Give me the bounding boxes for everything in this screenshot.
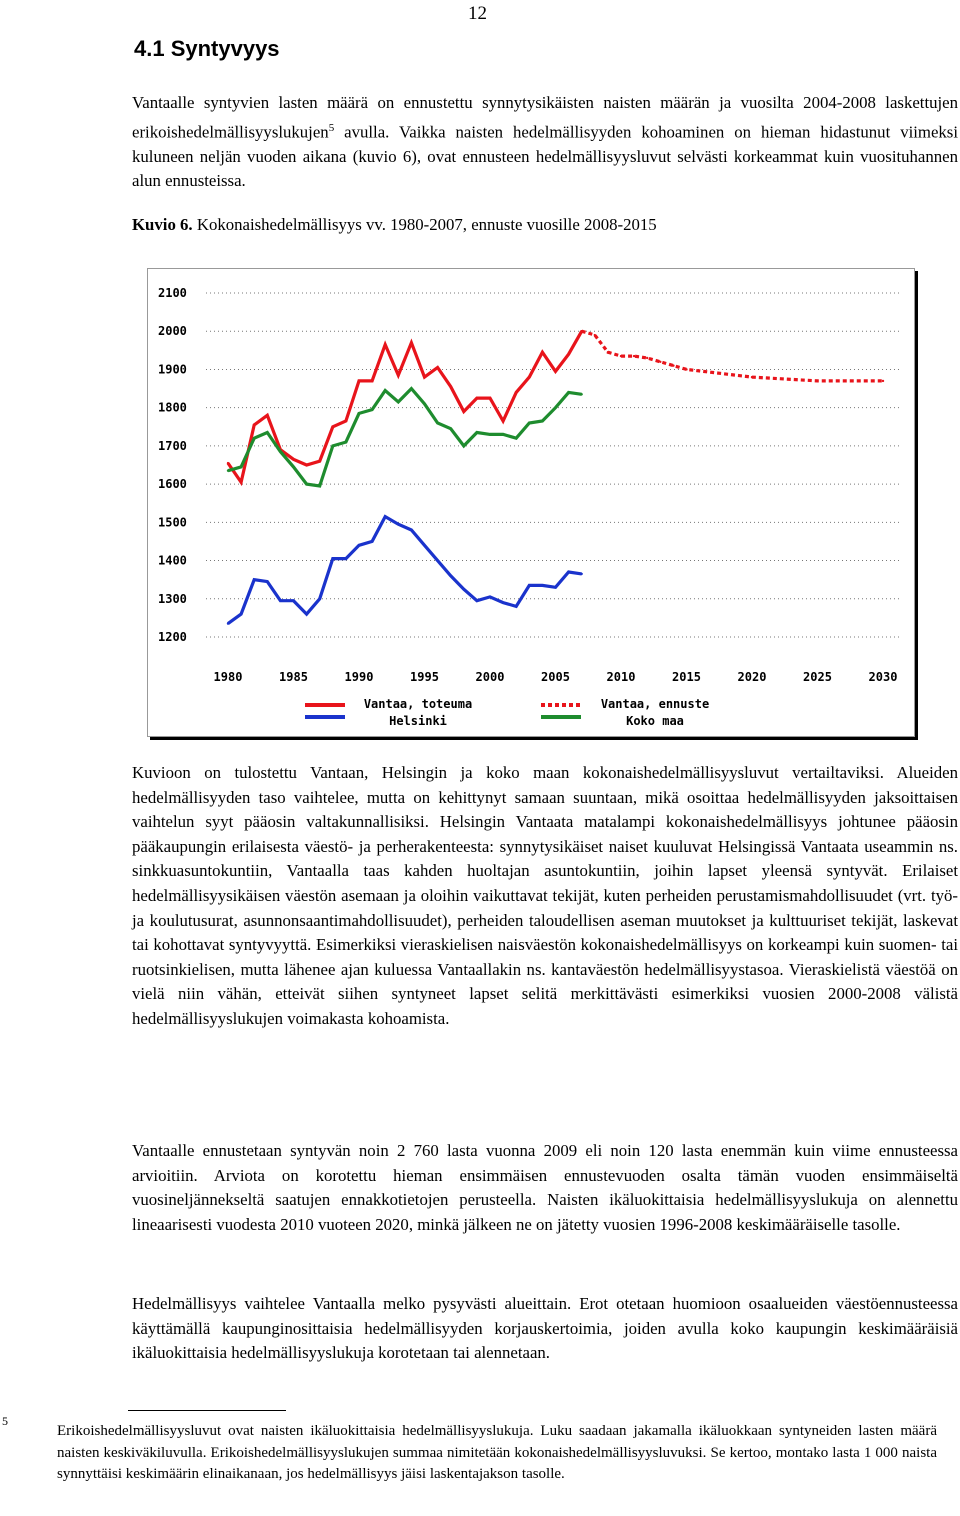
series-line-0 [228,331,582,482]
series-2-point-19 [476,599,478,601]
series-3-point-20 [489,433,491,435]
x-tick-label-2025: 2025 [803,670,832,684]
series-0-point-5 [292,458,294,460]
series-1-point-5 [646,357,648,359]
series-0-point-9 [345,420,347,422]
x-tick-label-2000: 2000 [475,670,505,684]
y-tick-label-2000: 2000 [158,324,187,339]
series-3-point-10 [358,412,360,414]
series-1-point-11 [882,380,884,382]
x-tick-label-1980: 1980 [213,670,243,684]
series-0-point-0 [227,462,229,464]
series-3-point-4 [279,450,281,452]
y-tick-label-1300: 1300 [158,591,187,606]
figure-label: Kuvio 6. [132,215,193,234]
series-0-point-21 [502,420,504,422]
series-2-point-13 [397,523,399,525]
y-tick-label-1800: 1800 [158,400,187,415]
figure-title: Kokonaishedelmällisyys vv. 1980-2007, ennuste vuosille 2008-2015 [192,215,657,234]
x-tick-label-1985: 1985 [279,670,308,684]
legend-label-3: Koko maa [626,714,684,728]
series-2-point-4 [279,599,281,601]
series-2-point-21 [502,601,504,603]
body-paragraph-1 [132,761,958,1032]
x-tick-label-1990: 1990 [344,670,374,684]
series-3-point-24 [541,420,543,422]
series-3-point-17 [450,427,452,429]
series-3-point-25 [554,406,556,408]
series-0-point-24 [541,351,543,353]
series-line-3 [228,389,582,486]
intro-text-continued: avulla. Vaikka naisten hedelmällisyyden kohoaminen on hieman hidastunut viimeksi kuluneen neljän vuoden aikana (kuvio 6), ovat ennusteen hedelmällisyysluvut selvästi korkeammat kuin vuosituhannen alun ennusteissa. [132,122,958,191]
series-0-point-17 [450,385,452,387]
series-2-point-7 [319,598,321,600]
series-3-point-12 [384,389,386,391]
y-tick-label-1900: 1900 [158,362,187,377]
series-0-point-8 [332,426,334,428]
body-paragraph-3 [132,1292,958,1366]
series-line-1 [582,331,883,381]
series-1-point-3 [620,355,622,357]
footnote-rule [128,1410,286,1411]
series-3-point-26 [567,391,569,393]
series-2-point-12 [384,515,386,517]
series-3-point-8 [332,445,334,447]
body-paragraph-3-text: Hedelmällisyys vaihtelee Vantaalla melko pysyvästi alueittain. Erot otetaan huomioon osaalueiden väestöennusteessa käyttämällä kaupunginosittaisia hedelmällisyyden korjauskertoimia, joiden avulla koko kaupungin keskimääräisiä ikäluokittaisia hedelmällisyyslukuja korotetaan tai alennetaan. [132,1294,958,1363]
series-3-point-6 [305,483,307,485]
series-2-point-14 [410,529,412,531]
series-3-point-2 [253,437,255,439]
series-0-point-3 [266,414,268,416]
series-0-point-1 [240,481,242,483]
y-tick-label-1600: 1600 [158,477,187,492]
body-paragraph-2 [132,1139,958,1237]
series-2-point-6 [305,613,307,615]
series-2-point-27 [581,573,583,575]
series-2-point-16 [436,559,438,561]
series-3-point-21 [502,433,504,435]
series-3-point-18 [463,445,465,447]
x-tick-label-2020: 2020 [737,670,767,684]
series-2-point-8 [332,557,334,559]
series-0-point-16 [436,366,438,368]
x-tick-label-2010: 2010 [606,670,636,684]
series-0-point-22 [515,391,517,393]
series-3-point-7 [319,485,321,487]
series-3-point-3 [266,431,268,433]
data-series [227,330,884,625]
series-0-point-26 [567,353,569,355]
series-1-point-7 [672,364,674,366]
series-3-point-27 [581,393,583,395]
series-0-point-13 [397,374,399,376]
series-3-point-5 [292,466,294,468]
series-2-point-11 [371,540,373,542]
footnote-reference[interactable]: 5 [328,121,335,134]
series-3-point-14 [410,387,412,389]
series-1-point-9 [751,376,753,378]
series-3-point-1 [240,466,242,468]
series-3-point-23 [528,422,530,424]
series-3-point-13 [397,401,399,403]
series-0-point-12 [384,343,386,345]
series-2-point-20 [489,596,491,598]
series-0-point-6 [305,464,307,466]
series-1-point-2 [607,351,609,353]
series-0-point-7 [319,460,321,462]
legend-label-2: Helsinki [389,714,447,728]
series-0-point-2 [253,424,255,426]
series-0-point-11 [371,380,373,382]
series-1-point-8 [685,368,687,370]
series-2-point-18 [463,588,465,590]
footnote-text: Erikoishedelmällisyysluvut ovat naisten ikäluokittaisia hedelmällisyyslukuja. Luku saadaan jakamalla ikäluokkaan syntyneiden lasten määrä naisten keskiväkiluvulla. Erikoishedelmällisyyslukujen summaa nimitetään kokonaishedelmällisyysluvuksi. Se kertoo, montako lasta 1 000 naista synnyttäisi keskimäärin elinaikanaan, jos hedelmällisyys jäisi laskentajakson tasolle. [57,1423,937,1482]
series-2-point-3 [266,580,268,582]
footnote-number: 5 [2,1414,8,1428]
series-3-point-16 [436,422,438,424]
y-tick-label-1700: 1700 [158,438,187,453]
series-3-point-15 [423,403,425,405]
series-3-point-9 [345,441,347,443]
series-2-point-2 [253,578,255,580]
series-1-point-4 [633,355,635,357]
series-2-point-17 [450,575,452,577]
x-tick-label-2015: 2015 [672,670,701,684]
series-1-point-10 [816,380,818,382]
footnote [57,1421,937,1486]
series-2-point-23 [528,584,530,586]
figure-caption [132,215,657,235]
series-3-point-22 [515,437,517,439]
legend-label-1: Vantaa, ennuste [600,697,710,711]
series-2-point-24 [541,584,543,586]
series-0-point-10 [358,380,360,382]
series-0-point-19 [476,397,478,399]
series-2-point-25 [554,586,556,588]
series-1-point-1 [594,334,596,336]
y-tick-label-1400: 1400 [158,553,187,568]
fertility-chart [147,268,915,737]
x-tick-label-2005: 2005 [541,670,570,684]
series-3-point-11 [371,408,373,410]
series-2-point-22 [515,605,517,607]
y-axis-ticks [158,286,187,644]
series-2-point-1 [240,613,242,615]
series-0-point-23 [528,376,530,378]
chart-legend [305,697,709,728]
intro-text: Vantaalle syntyvien lasten määrä on ennustettu synnytysikäisten naisten määrän ja vuosilta 2004-2008 laskettujen erikoishedelmällisyyslukujen [132,93,958,142]
series-2-point-9 [345,557,347,559]
chart-canvas [148,269,914,736]
series-1-point-6 [659,361,661,363]
body-paragraph-2-text: Vantaalle ennustetaan syntyvän noin 2 760 lasta vuonna 2009 eli noin 120 lasta enemmän kuin viime ennusteessa arvioitiin. Arviota on korotettu hieman ensimmäisen ennustevuoden osalta tämän vuoden ensimmäiseltä vuosineljännekseltä saatujen ennakkotietojen perusteella. Naisten ikäluokittaisia hedelmällisyyslukuja on alennettu lineaarisesti vuodesta 2010 vuoteen 2020, minkä jälkeen ne on jätetty vuosien 1996-2008 keskimääräiselle tasolle. [132,1141,958,1234]
intro-paragraph [132,91,958,194]
legend-label-0: Vantaa, toteuma [363,697,473,711]
series-2-point-0 [227,622,229,624]
section-heading: 4.1 Syntyvyys [134,36,280,61]
series-2-point-15 [423,544,425,546]
series-0-point-18 [463,410,465,412]
y-tick-label-1200: 1200 [158,630,187,644]
y-tick-label-1500: 1500 [158,515,187,530]
series-0-point-14 [410,341,412,343]
series-3-point-0 [227,470,229,472]
y-tick-label-2100: 2100 [158,286,187,300]
series-line-2 [228,517,582,624]
series-2-point-5 [292,599,294,601]
series-0-point-20 [489,397,491,399]
series-0-point-15 [423,376,425,378]
series-2-point-10 [358,544,360,546]
body-paragraph-1-text: Kuvioon on tulostettu Vantaan, Helsingin ja koko maan kokonaishedelmällisyysluvut vertailtaviksi. Alueiden hedelmällisyyden taso vaihtelee, mutta on kehittynyt samaan suuntaan, mikä osoittaa hedelmällisyyden jaksoittaisen vaihtelun syyt pääosin valtakunnallisiksi. Helsingin Vantaata matalampi kokonaishedelmällisyys johtunee pääosin pääkaupungin erilaisesta väestö- ja perherakenteesta: synnytysikäiset naiset kuuluvat Helsingissä Vantaata useammin ns. sinkkuasuntokuntiin, Vantaalla taas kahden huoltajan asuntokuntiin, joihin lapset yleensä syntyvät. Erilaiset hedelmällisyysikäisen väestön asemaan ja oloihin vaikuttavat tekijät, kuten perheiden perustamismahdollisuudet (vrt. työ- ja koulutusurat, asunnonsaantimahdollisuudet), perheiden taloudellisen aseman muutokset ja kulttuuriset tekijät, laskevat tai kohottavat syntyvyyttä. Esimerkiksi vieraskielisen naisväestön kokonaishedelmällisyys on korkeampi kuin suomen- tai ruotsinkielisen, mutta lähenee ajan kuluessa Vantaallakin ns. kantaväestön hedelmällisyystasoa. Vieraskielistä väestöä on vielä niin vähän, etteivät siihen syntyneet lapset selitä merkittävästi esimerkiksi vuosien 2000-2008 välistä hedelmällisyyslukujen voimakasta kohoamista. [132,763,958,1028]
series-3-point-19 [476,431,478,433]
series-1-point-0 [581,330,583,332]
series-0-point-25 [554,370,556,372]
x-tick-label-1995: 1995 [410,670,439,684]
series-2-point-26 [567,571,569,573]
x-tick-label-2030: 2030 [868,670,898,684]
page-number: 12 [468,3,487,24]
x-axis-ticks [214,670,898,684]
